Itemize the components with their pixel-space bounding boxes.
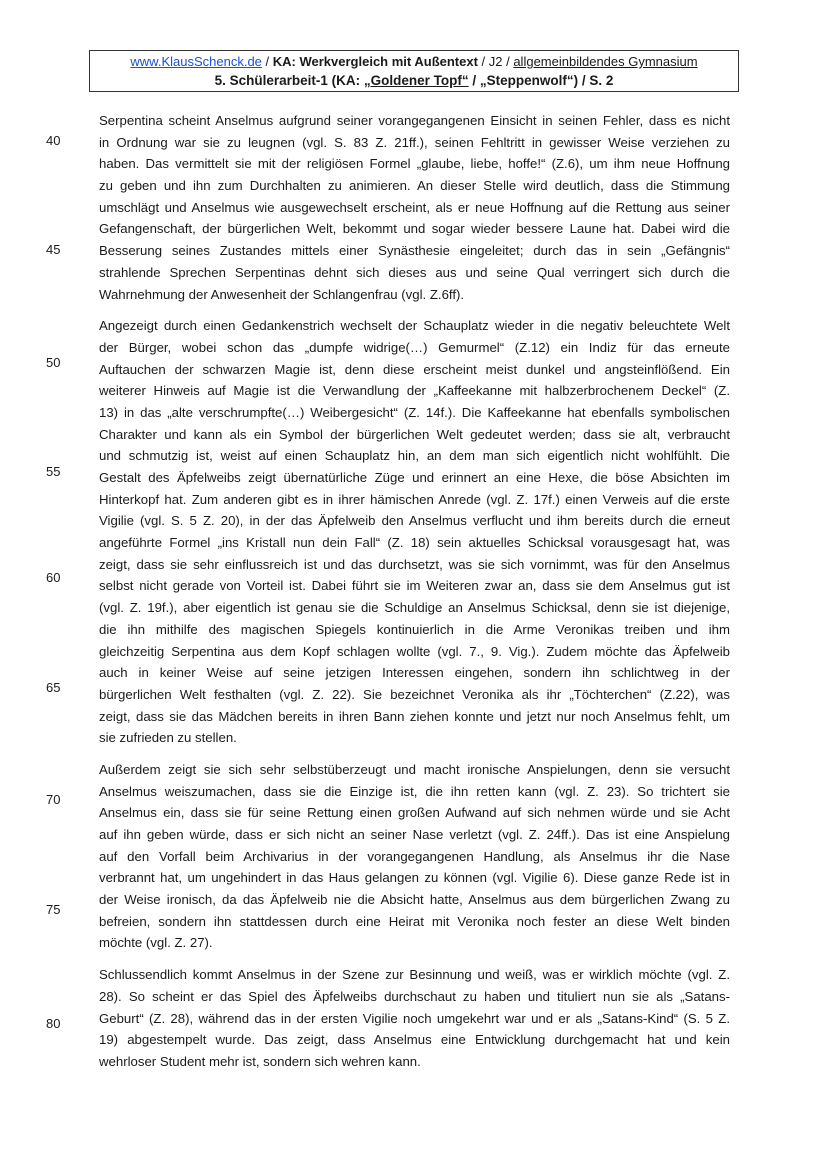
text-line: der Weise ironisch, da das Äpfelweib nie die Absicht hatte, Anselmus aus dem bürgerlichen Zwang zu [99,892,730,908]
text-line: strahlende Sprechen Serpentinas dehnt sich dieses aus und seine Qual verringert sich durch die [99,264,730,280]
line-number: 50 [46,355,61,370]
line-number: 45 [46,242,61,257]
text-line: Auftauchen der schwarzen Magie ist, denn diese erscheint meist dunkel und angsteinflößend. Ein [99,361,730,377]
school-type-label: allgemeinbildendes Gymnasium [513,54,698,69]
text-line: haben. Das vermittelt sie mit der religiösen Formel „glaube, liebe, hoffe!“ (Z.6), um ihm neue Hoffnung [99,156,730,172]
text-line: Angezeigt durch einen Gedankenstrich wechselt der Schauplatz wieder in die negativ beleuchtete Welt [99,318,730,334]
header-separator: / J2 / [477,54,514,69]
paragraph [99,315,730,749]
text-line: Anselmus weiszumachen, dass sie die Einzige ist, die ihn retten kann (vgl. Z. 23). So trichtert sie [99,783,730,799]
line-number: 70 [46,792,61,807]
exam-type-label: KA: Werkvergleich mit Außentext [272,54,478,69]
text-line: Hinterkopf hat. Zum anderen gibt es in ihrer hämischen Anrede (vgl. Z. 17f.) einen Verweis auf die erste [99,491,730,507]
text-line: Anselmus ein, dass sie für seine Rettung einen großen Aufwand auf sich nehmen würde und sie Acht [99,805,730,821]
essay-body [99,110,730,1083]
line-number: 60 [46,570,61,585]
text-line: Serpentina scheint Anselmus aufgrund seiner vorangegangenen Einsicht in seinen Fehler, dass es nicht [99,113,730,128]
text-line: 28). So scheint er das Spiel des Äpfelweibs durchschaut zu haben und tituliert nun sie als „Satans- [99,988,730,1004]
text-line: wehrloser Student mehr ist, sondern sich wehren kann. [99,1053,421,1069]
document-title-work1: „Goldener Topf“ [363,73,469,88]
page-header [89,50,739,92]
text-line: Außerdem zeigt sie sich sehr selbstüberzeugt und macht ironische Anspielungen, denn sie versucht [99,761,730,777]
text-line: (vgl. Z. 19f.), aber eigentlich ist genau sie die Schuldige an Anselmus Schicksal, denn sie ist diejenige, [99,600,730,616]
text-line: 19) abgestempelt wurde. Das zeigt, dass Anselmus eine Entwicklung durchgemacht hat und kein [99,1032,730,1048]
text-line: und schmutzig ist, weist auf einen Schauplatz hin, an dem man sich eigentlich nicht wohlfühlt. Die [99,448,730,464]
text-line: Wahrnehmung der Anwesenheit der Schlangenfrau (vgl. Z.6ff). [99,286,465,302]
text-line: weiterer Hinweis auf Magie ist die Verwandlung der „Kaffeekanne mit halbzerbrochenem Deckel“ (Z. [99,383,730,399]
document-title-prefix: 5. Schülerarbeit-1 (KA: [214,73,364,88]
line-number: 65 [46,680,61,695]
line-number: 80 [46,1016,61,1031]
text-line: bürgerlichen Welt festhalten (vgl. Z. 22). Sie bezeichnet Veronika als ihr „Töchterchen“ (Z.22), was [99,686,730,702]
text-line: sie zufrieden zu stellen. [99,730,237,746]
header-separator: / [261,54,273,69]
text-line: 13) in das „alte verschrumpfte(…) Weibergesicht“ (Z. 14f.). Die Kaffeekanne hat ebenfalls symbolischen [99,404,730,420]
line-number: 75 [46,902,61,917]
text-line: Gefangenschaft, der bürgerlichen Welt, bekommt und sogar wieder bessere Laune hat. Dabei wird die [99,221,730,237]
site-link[interactable]: www.KlausSchenck.de [130,54,262,69]
text-line: zeigt, dass sie sehr einflussreich ist und das durchsetzt, was sie sich vornimmt, was für den Anselmus [99,556,730,572]
text-line: zu geben und ihn zum Durchhalten zu animieren. An dieser Stelle wird deutlich, dass die Stimmung [99,178,730,194]
text-line: Besserung seines Zustandes mittels einer Synästhesie eingeleitet; durch das in sein „Gefängnis“ [99,243,730,259]
text-line: zeigt, dass sie das Mädchen bereits in ihren Bann ziehen konnte und jetzt nur noch Anselmus fehlt, um [99,708,730,724]
text-line: der Bürger, wobei schon das „dumpfe widrige(…) Gemurmel“ (Z.12) ein Indiz für das erneute [99,339,730,355]
text-line: umschlägt und Anselmus wie ausgewechselt erscheint, als er neue Hoffnung auf die Rettung aus seiner [99,199,730,215]
paragraph [99,759,730,954]
text-line: selbst nicht gerade von Vorteil ist. Dabei führt sie im Weiteren zwar an, dass sie dem Anselmus gut ist [99,578,730,594]
text-line: die ihn mithilfe des magischen Spiegels kontinuierlich in die Arme Veronikas treiben und ihm [99,621,730,637]
text-line: möchte (vgl. Z. 27). [99,935,213,951]
text-line: angeführte Formel „ins Kristall nun dein Fall“ (Z. 18) sein aktuelles Schicksal vorausgesagt hat, was [99,535,730,551]
text-line: auf ihn geben würde, dass er sich nicht an seiner Nase verletzt (vgl. Z. 24ff.). Das ist eine Anspielung [99,827,730,842]
document-title-suffix: / „Steppenwolf“) / S. 2 [468,73,614,88]
text-line: Geburt“ (Z. 28), während das in der ersten Vigilie noch umgekehrt war und er als „Satans-Kind“ (S. 5 Z. [99,1010,730,1026]
text-line: Vigilie (vgl. S. 5 Z. 20), in der das Äpfelweib den Anselmus verflucht und ihm bereits durch die erneut [99,513,730,529]
paragraph [99,964,730,1072]
text-line: auf den Vorfall beim Archivarius in der vorangegangenen Handlung, als Anselmus ihr die Nase [99,848,730,864]
text-line: Charakter und kann als ein Symbol der bürgerlichen Welt gedeutet werden; dass sie alt, verbraucht [99,426,730,442]
header-line-1 [90,52,738,71]
text-line: in Ordnung war sie zu leugnen (vgl. S. 83 Z. 21ff.), seinen Fehltritt in gewisser Weise verziehen zu [99,134,730,150]
paragraph [99,110,730,305]
text-line: verbrannt hat, um ungehindert in das Haus gelangen zu können (vgl. Vigilie 6). Diese ganze Rede ist in [99,870,730,886]
text-line: auch in keiner Weise auf seine jetzigen Interessen eingehen, sondern ihn schlichtweg in der [99,665,730,681]
line-number: 55 [46,464,61,479]
text-line: Schlussendlich kommt Anselmus in der Szene zur Besinnung und weiß, was er wirklich möchte (vgl. Z. [99,967,730,983]
header-line-2 [90,71,738,90]
line-number: 40 [46,133,61,148]
text-line: Gestalt des Äpfelweibs zeigt übernatürliche Züge und erinnert an eine Hexe, die böse Absichten im [99,470,730,485]
text-line: gleichzeitig Serpentina aus dem Kopf schlagen wollte (vgl. 7., 9. Vig.). Zudem möchte das Äpfelweib [99,643,730,659]
text-line: befreien, sondern ihn stattdessen durch eine Heirat mit Veronika noch fester an diese Welt binden [99,913,730,929]
